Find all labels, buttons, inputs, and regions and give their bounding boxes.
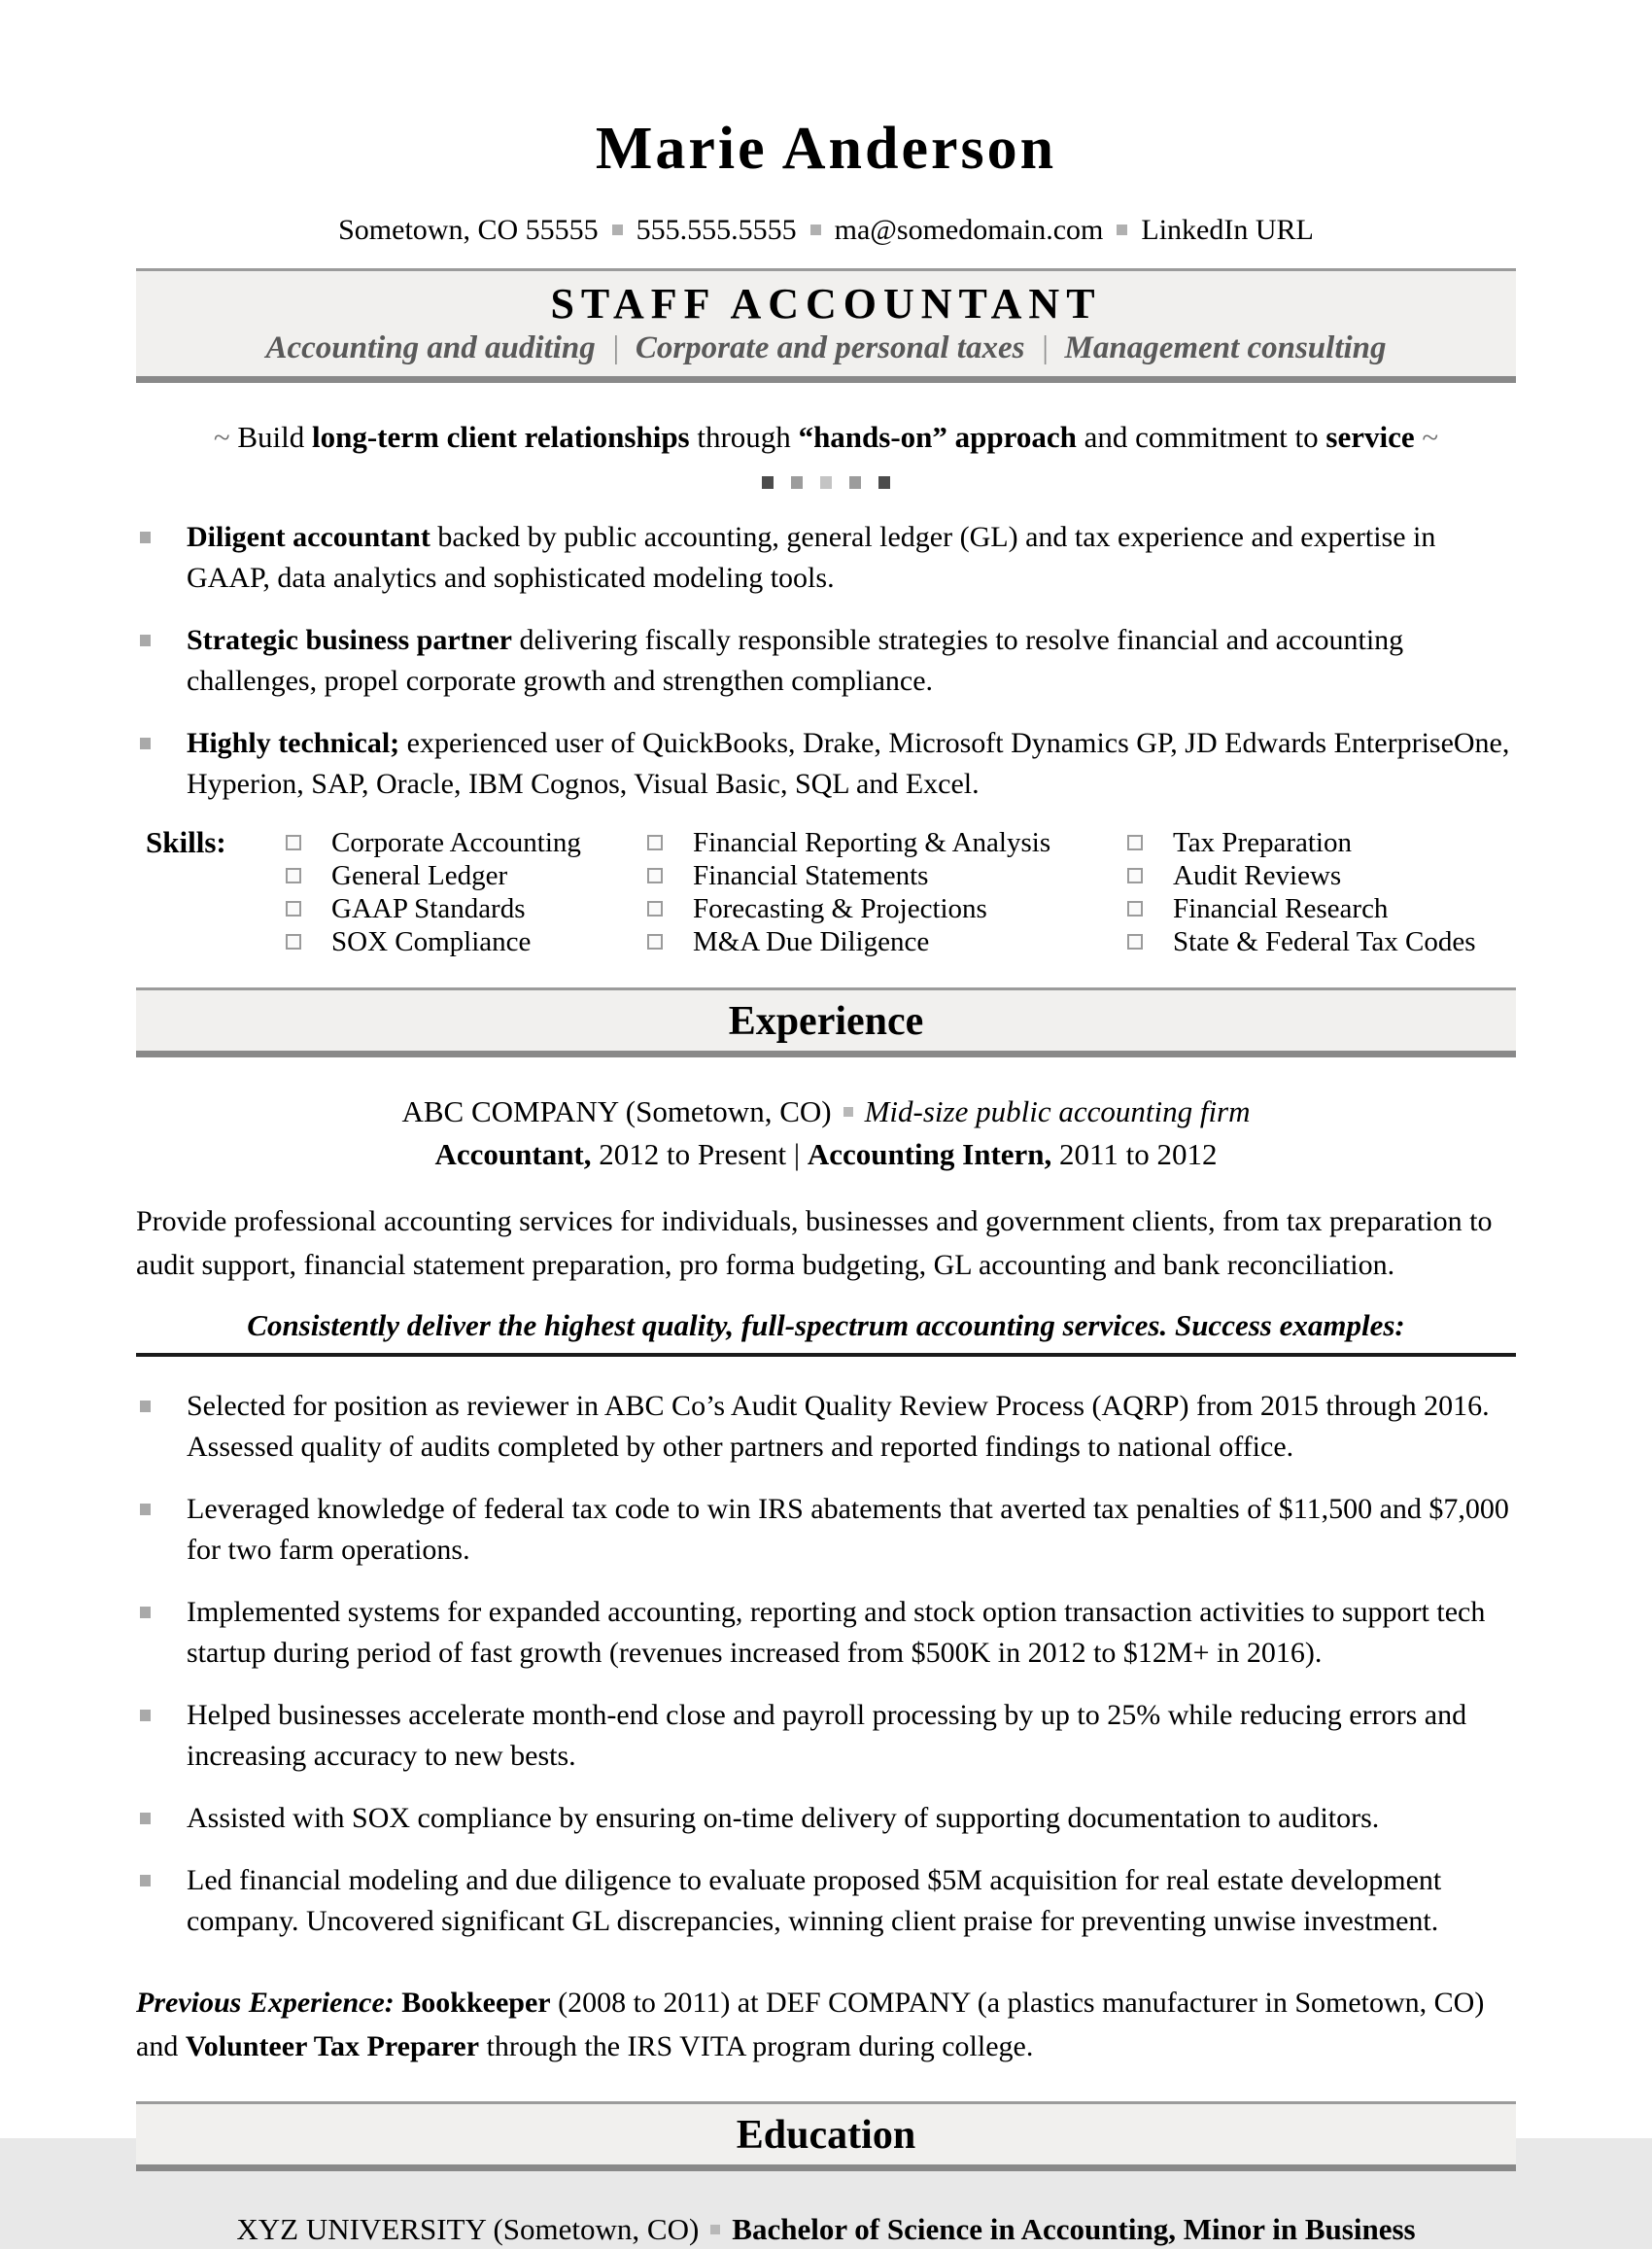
contact-linkedin: LinkedIn URL: [1141, 214, 1314, 246]
pipe-separator: |: [1040, 330, 1050, 365]
experience-heading: Experience: [728, 999, 924, 1044]
skill-square-icon: [647, 901, 663, 917]
previous-experience: [136, 1981, 1516, 2068]
experience-bullet: [140, 1695, 1516, 1777]
positions-line: [136, 1135, 1516, 1174]
experience-bullet: [140, 1798, 1516, 1839]
skill-square-icon: [1127, 835, 1143, 850]
contact-location: Sometown, CO 55555: [338, 214, 599, 246]
text-segment: 2011 to 2012: [1051, 1137, 1218, 1171]
text-segment: “hands-on” approach: [798, 420, 1077, 454]
text-segment: Diligent accountant: [187, 521, 430, 553]
experience-bullet: [140, 1489, 1516, 1571]
experience-bullet: [140, 1592, 1516, 1674]
text-segment: and commitment to: [1076, 420, 1326, 454]
experience-bullet-text: Led financial modeling and due diligence to evaluate proposed $5M acquisition for real estate development company. Uncovered significant GL discrepancies, winning client praise for preventing unwise investment.: [187, 1864, 1442, 1937]
company-name: ABC COMPANY (Sometown, CO): [401, 1094, 832, 1128]
specialty-item: Management consulting: [1064, 330, 1387, 365]
bullet-square-icon: [140, 1607, 151, 1618]
skill-label: Financial Statements: [693, 859, 929, 891]
separator-square-icon: [843, 1107, 853, 1117]
skill-label: Forecasting & Projections: [693, 892, 987, 924]
skill-label: Financial Research: [1173, 892, 1389, 924]
skill-label: Financial Reporting & Analysis: [693, 826, 1051, 858]
text-segment: Accountant,: [434, 1137, 592, 1171]
summary-bullet-text: [187, 624, 1403, 697]
skill-item: [1127, 826, 1476, 859]
skill-item: [286, 892, 647, 925]
school-name: XYZ UNIVERSITY (Sometown, CO): [236, 2212, 700, 2246]
skill-square-icon: [286, 868, 301, 883]
summary-bullet: [140, 620, 1516, 702]
skill-item: [1127, 859, 1476, 892]
skill-item: [286, 925, 647, 958]
text-segment: experienced user of QuickBooks, Drake, Microsoft Dynamics GP, JD Edwards EnterpriseOne, Hyperion, SAP, Oracle, IBM Cognos, Visual Basic, SQL and Excel.: [187, 727, 1510, 800]
skill-item: [286, 859, 647, 892]
decorative-squares: [136, 476, 1516, 492]
skill-label: SOX Compliance: [331, 925, 532, 957]
separator-square-icon: [612, 225, 623, 235]
company-line: [136, 1092, 1516, 1131]
summary-tagline: [136, 418, 1516, 457]
text-segment: Build: [237, 420, 312, 454]
experience-bullet-text: Helped businesses accelerate month-end close and payroll processing by up to 25% while reducing errors and increasing accuracy to new bests.: [187, 1699, 1467, 1772]
experience-section-header: [136, 987, 1516, 1057]
text-segment: Highly technical;: [187, 727, 400, 759]
deco-square-icon: [878, 476, 890, 489]
title-banner: [136, 268, 1516, 383]
success-examples-line: Consistently deliver the highest quality, full-spectrum accounting services. Success examples:: [247, 1308, 1405, 1342]
text-segment: through: [689, 420, 799, 454]
skill-square-icon: [286, 934, 301, 950]
text-segment: Bookkeeper: [401, 1987, 551, 2019]
deco-square-icon: [849, 476, 861, 489]
separator-square-icon: [810, 225, 821, 235]
bullet-square-icon: [140, 1875, 151, 1886]
experience-bullet-text: Implemented systems for expanded accounting, reporting and stock option transaction activities to support tech startup during period of fast growth (revenues increased from $500K in 2012 to $12M+ in 2016).: [187, 1596, 1486, 1669]
education-heading: Education: [736, 2113, 916, 2158]
summary-bullet-text: [187, 521, 1435, 594]
skill-square-icon: [647, 868, 663, 883]
skill-label: Audit Reviews: [1173, 859, 1342, 891]
skill-label: Tax Preparation: [1173, 826, 1352, 858]
skill-item: [647, 925, 1127, 958]
skill-square-icon: [286, 901, 301, 917]
text-segment: Volunteer Tax Preparer: [185, 2030, 480, 2062]
job-title: STAFF ACCOUNTANT: [550, 280, 1102, 328]
text-segment: ~: [1414, 420, 1439, 454]
summary-bullet: [140, 517, 1516, 599]
skill-label: State & Federal Tax Codes: [1173, 925, 1476, 957]
skills-section: [146, 826, 1516, 958]
separator-square-icon: [1117, 225, 1127, 235]
skill-label: M&A Due Diligence: [693, 925, 930, 957]
deco-square-icon: [762, 476, 774, 489]
bullet-square-icon: [140, 532, 151, 543]
summary-bullet: [140, 723, 1516, 805]
summary-bullet-text: [187, 727, 1509, 800]
experience-bullet-text: Leveraged knowledge of federal tax code to win IRS abatements that averted tax penalties of $11,500 and $7,000 for two farm operations.: [187, 1493, 1509, 1566]
text-segment: 2012 to Present |: [591, 1137, 808, 1171]
experience-bullet-list: [136, 1386, 1516, 1942]
skills-column-2: [647, 826, 1127, 958]
skill-label: Corporate Accounting: [331, 826, 581, 858]
experience-bullet: [140, 1860, 1516, 1942]
text-segment: Strategic business partner: [187, 624, 512, 656]
text-segment: ~: [213, 420, 238, 454]
horizontal-rule: [136, 1353, 1516, 1357]
contact-line: [136, 214, 1516, 247]
contact-phone: 555.555.5555: [636, 214, 797, 246]
deco-square-icon: [820, 476, 832, 489]
degree-name: Bachelor of Science in Accounting, Minor in Business: [732, 2212, 1416, 2246]
text-segment: through the IRS VITA program during college.: [479, 2030, 1034, 2062]
skill-square-icon: [647, 934, 663, 950]
summary-bullet-list: [136, 517, 1516, 805]
skill-square-icon: [1127, 934, 1143, 950]
education-section-header: [136, 2101, 1516, 2171]
specialty-item: Corporate and personal taxes: [635, 330, 1025, 365]
deco-square-icon: [791, 476, 803, 489]
text-segment: delivering fiscally responsible strategies to resolve financial and accounting challenges, propel corporate growth and strengthen compliance.: [187, 624, 1404, 697]
skills-column-3: [1127, 826, 1476, 958]
skills-column-1: [286, 826, 647, 958]
bullet-square-icon: [140, 635, 151, 646]
skill-item: [647, 892, 1127, 925]
experience-bullet: [140, 1386, 1516, 1468]
skill-label: GAAP Standards: [331, 892, 526, 924]
text-segment: backed by public accounting, general ledger (GL) and tax experience and expertise in GAAP, data analytics and sophisticated modeling tools.: [187, 521, 1436, 594]
separator-square-icon: [710, 2225, 720, 2234]
skill-item: [647, 826, 1127, 859]
skill-square-icon: [1127, 868, 1143, 883]
skills-label: Skills:: [146, 825, 226, 859]
bullet-square-icon: [140, 1401, 151, 1412]
bullet-square-icon: [140, 1504, 151, 1515]
text-segment: (2008 to 2011) at DEF COMPANY (a plastics manufacturer in Sometown, CO) and: [136, 1987, 1485, 2062]
bullet-square-icon: [140, 1813, 151, 1824]
text-segment: long-term client relationships: [312, 420, 690, 454]
contact-email: ma@somedomain.com: [834, 214, 1104, 246]
candidate-name: Marie Anderson: [595, 116, 1057, 182]
text-segment: Accounting Intern,: [807, 1137, 1052, 1171]
bullet-square-icon: [140, 1710, 151, 1721]
skill-square-icon: [1127, 901, 1143, 917]
skill-label: General Ledger: [331, 859, 508, 891]
skill-item: [1127, 892, 1476, 925]
skill-item: [647, 859, 1127, 892]
education-line: [136, 2210, 1516, 2249]
experience-bullet-text: Selected for position as reviewer in ABC Co’s Audit Quality Review Process (AQRP) from 2015 through 2016. Assessed quality of audits completed by other partners and reported findings to national office.: [187, 1390, 1490, 1463]
bullet-square-icon: [140, 738, 151, 749]
pipe-separator: |: [610, 330, 620, 365]
experience-overview: Provide professional accounting services for individuals, businesses and government clients, from tax preparation to audit support, financial statement preparation, pro forma budgeting, GL accounting and bank reconciliation.: [136, 1205, 1493, 1281]
firm-description: Mid-size public accounting firm: [864, 1094, 1251, 1128]
skill-square-icon: [647, 835, 663, 850]
skill-item: [286, 826, 647, 859]
skill-square-icon: [286, 835, 301, 850]
experience-bullet-text: Assisted with SOX compliance by ensuring on-time delivery of supporting documentation to auditors.: [187, 1802, 1380, 1834]
skill-item: [1127, 925, 1476, 958]
specialties-line: [136, 328, 1516, 368]
text-segment: Previous Experience:: [136, 1987, 395, 2019]
text-segment: service: [1325, 420, 1415, 454]
specialty-item: Accounting and auditing: [265, 330, 596, 365]
